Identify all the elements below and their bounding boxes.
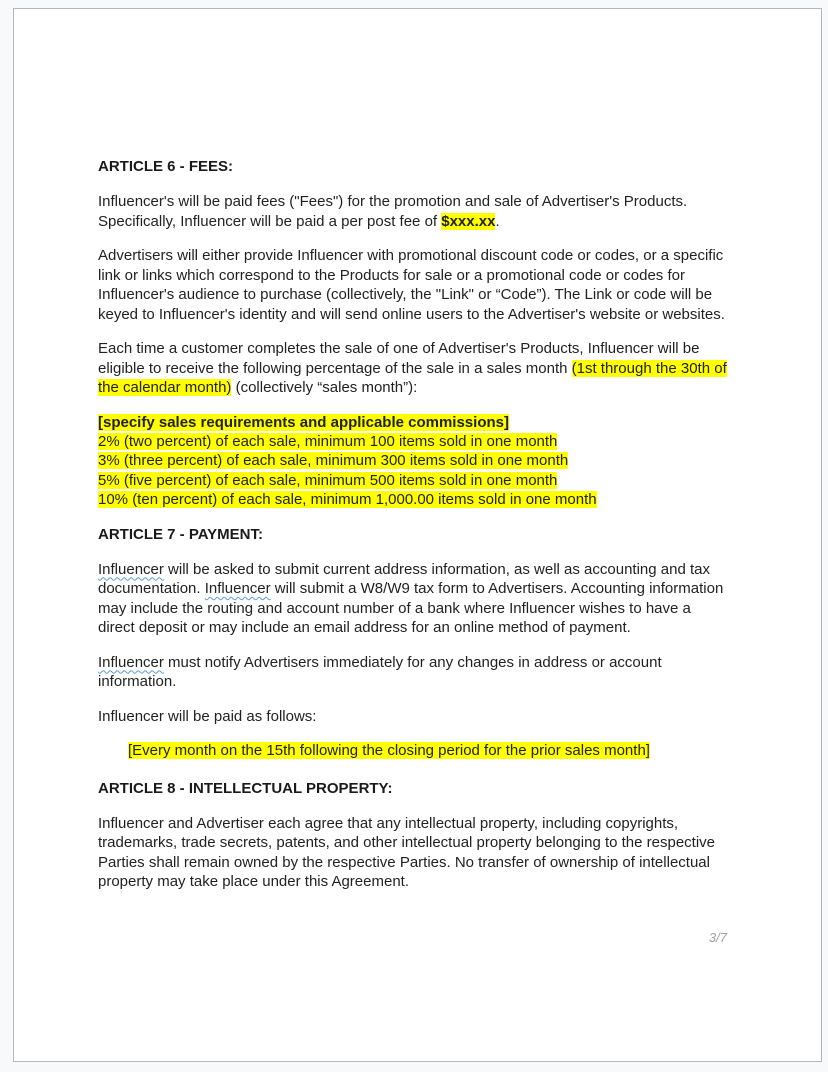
article7-paragraph-notify [98, 653, 727, 692]
tax-text-tail: will submit a W8/W9 tax form to Advertisers. Accounting information may include the routing and account number of a bank where Influencer wishes to have a direct deposit or may include an email address for an online method of payment. [98, 580, 724, 637]
article6-paragraph-fees [98, 192, 727, 231]
spellcheck-word: Influencer [204, 580, 271, 598]
spellcheck-word: Influencer [98, 653, 164, 671]
payment-schedule-line [128, 741, 727, 761]
sales-month-text: Each time a customer completes the sale of one of Advertiser's Products, Influencer will be eligible to receive the following percentage of the sale in a sales month [98, 340, 700, 377]
article6-paragraph-sales-month [98, 339, 727, 398]
article8-paragraph-ip: Influencer and Advertiser each agree that any intellectual property, including copyrights, trademarks, trade secrets, patents, and other intellectual property belonging to the respective Parties shall remain owned by the respective Parties. No transfer of ownership of intellectual property may take place under this Agreement. [98, 814, 716, 891]
fees-text: Influencer's will be paid fees ("Fees") for the promotion and sale of Advertiser's Products. Specifically, Influencer will be paid a per post fee of [98, 193, 688, 230]
fees-text-period: . [495, 212, 500, 230]
article7-heading: ARTICLE 7 - PAYMENT: [98, 525, 264, 543]
commission-schedule [98, 413, 727, 510]
payment-schedule-highlight: [Every month on the 15th following the closing period for the prior sales month] [128, 742, 650, 760]
article7-paragraph-paid-as-follows: Influencer will be paid as follows: [98, 707, 317, 725]
per-post-fee-placeholder: $xxx.xx [441, 212, 496, 230]
sales-month-highlight: (1st through the 30th of the calendar month) [98, 359, 727, 396]
commission-line [98, 471, 727, 490]
article6-heading: ARTICLE 6 - FEES: [98, 158, 234, 175]
article8-heading: ARTICLE 8 - INTELLECTUAL PROPERTY: [98, 779, 393, 797]
commission-line-text: 5% (five percent) of each sale, minimum 500 items sold in one month [98, 471, 558, 489]
page-number: 3/7 [708, 929, 727, 945]
commission-line-text: 3% (three percent) of each sale, minimum 300 items sold in one month [98, 452, 569, 470]
spellcheck-word: Influencer [98, 560, 164, 578]
article7-paragraph-tax [98, 560, 727, 638]
commission-schedule-title-line [98, 413, 727, 432]
notify-text: must notify Advertisers immediately for any changes in address or account information. [98, 653, 662, 691]
document-page [13, 8, 822, 1062]
tax-text: will be asked to submit current address information, as well as accounting and tax documentation. [98, 560, 710, 598]
commission-line-text: 2% (two percent) of each sale, minimum 100 items sold in one month [98, 432, 558, 450]
commission-line-text: 10% (ten percent) of each sale, minimum 1,000.00 items sold in one month [98, 491, 597, 509]
sales-month-text-tail: (collectively “sales month”): [231, 379, 418, 396]
commission-schedule-title: [specify sales requirements and applicable commissions] [98, 413, 509, 431]
document-content [14, 9, 821, 947]
commission-line [98, 490, 727, 509]
commission-line [98, 432, 727, 451]
article6-paragraph-links: Advertisers will either provide Influencer with promotional discount code or codes, or a specific link or links which correspond to the Products for sale or a promotional code or codes for Influencer's audience to purchase (collectively, the "Link" or “Code”). The Link or code will be keyed to Influencer's identity and will send online users to the Advertiser's website or websites. [98, 247, 725, 323]
commission-line [98, 451, 727, 470]
